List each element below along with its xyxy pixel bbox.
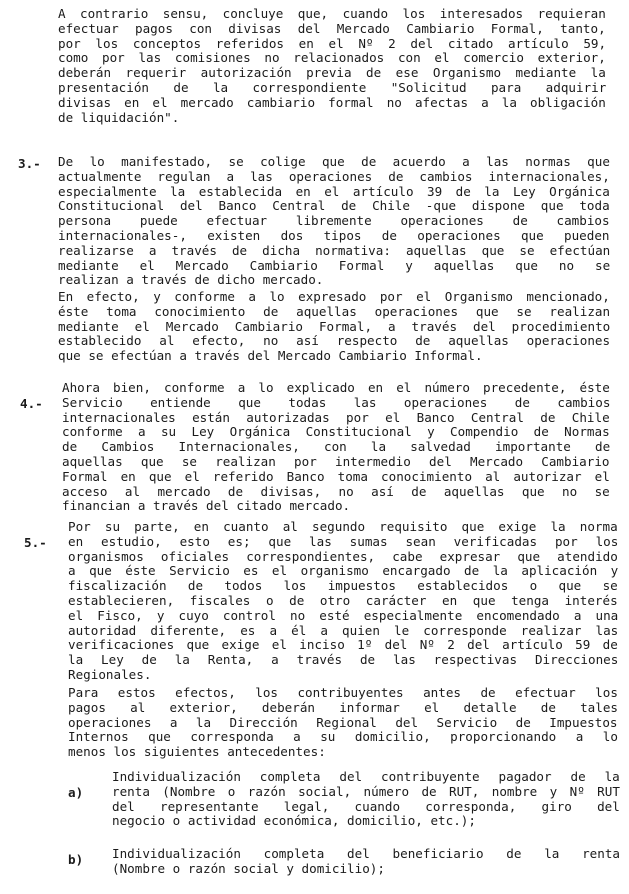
text-line: la Ley de la Renta, a través de las respectivas Direcciones (68, 652, 619, 668)
text-line: establecieren, fiscales o de otro carácter en que tenga interés (68, 592, 618, 608)
section-3-paragraph-1 (58, 155, 610, 288)
text-line: Constitucional del Banco Central de Chile -que dispone que toda (58, 198, 610, 214)
section-5-paragraph-2 (68, 686, 618, 760)
text-line: aquellas que se realizan por intermedio del Mercado Cambiario (62, 453, 610, 469)
section-5-paragraph-1 (68, 520, 618, 683)
text-line: el Fisco, y cuyo control no esté especialmente encomendado a una (68, 607, 619, 623)
text-line: de liquidación". (58, 109, 180, 125)
text-line: realizan a través de dicho mercado. (58, 272, 324, 288)
text-line: financian a través del citado mercado. (62, 498, 351, 514)
text-line: efectuar pagos con divisas del Mercado Cambiario Formal, tanto, (58, 20, 606, 36)
text-line: Para estos efectos, los contribuyentes antes de efectuar los (68, 685, 618, 700)
text-line: Formal en que el referido Banco toma conocimiento al autorizar el (62, 468, 610, 484)
text-line: fiscalización de todos los impuestos establecidos o que se (68, 578, 618, 594)
text-line: Individualización completa del contribuyente pagador de la (112, 769, 620, 784)
text-line: Servicio entiende que todas las operaciones de cambios (62, 394, 611, 410)
list-item-label: a) (68, 785, 84, 800)
text-line: conforme a su Ley Orgánica Constitucional y Compendio de Normas (62, 424, 610, 440)
text-line: actualmente regulan a las operaciones de cambios internacionales, (58, 168, 610, 184)
text-line: Por su parte, en cuanto al segundo requisito que exige la norma (68, 519, 618, 534)
text-line: internacionales-, existen dos tipos de operaciones que pueden (58, 227, 610, 243)
section-number: 3.- (18, 156, 41, 171)
text-line: como por las comisiones no relacionados con el comercio exterior, (58, 50, 606, 66)
text-line: persona puede efectuar libremente operaciones de cambios (58, 213, 610, 229)
text-line: Internos que corresponda a su domicilio, proporcionando a lo (68, 729, 618, 745)
text-line: Regionales. (68, 666, 152, 682)
list-item-label: b) (68, 852, 84, 867)
text-line: del representante legal, cuando corresponda, giro del (112, 798, 620, 814)
text-line: a que éste Servicio es el organismo encargado de la aplicación y (68, 563, 619, 579)
text-line: operaciones a la Dirección Regional del Servicio de Impuestos (68, 714, 618, 730)
text-line: realizarse a través de dicha normativa: aquellas que se efectúan (58, 242, 611, 258)
section-number: 4.- (20, 396, 43, 411)
list-item (112, 847, 620, 877)
text-line: A contrario sensu, concluye que, cuando los interesados requieran (58, 6, 606, 21)
text-line: Ahora bien, conforme a lo explicado en el número precedente, éste (62, 380, 610, 395)
text-line: internacionales están autorizadas por el Banco Central de Chile (62, 409, 610, 425)
section-number: 5.- (24, 535, 47, 550)
text-line: presentación de la correspondiente "Solicitud para adquirir (58, 79, 607, 95)
text-line: renta (Nombre o razón social, número de RUT, nombre y Nº RUT (112, 783, 620, 799)
text-line: deberán requerir autorización previa de ese Organismo mediante la (58, 65, 606, 81)
text-line: en estudio, esto es; que las sumas sean verificadas por los (68, 533, 619, 549)
text-line: divisas en el mercado cambiario formal no afectas a la obligación (58, 94, 606, 110)
text-line: mediante el Mercado Cambiario Formal, a través del procedimiento (58, 318, 611, 334)
text-line: pagos al exterior, deberán informar el detalle de tales (68, 699, 619, 715)
text-line: autoridad diferente, es a él a quien le corresponde realizar las (68, 622, 619, 638)
text-line: que se efectúan a través del Mercado Cambiario Informal. (58, 348, 483, 364)
text-line: En efecto, y conforme a lo expresado por el Organismo mencionado, (58, 289, 610, 304)
text-line: de Cambios Internacionales, con la salvedad importante de (62, 439, 611, 455)
text-line: por los conceptos referidos en el Nº 2 del citado artículo 59, (58, 35, 607, 51)
text-line: organismos oficiales correspondientes, cabe expresar que atendido (68, 548, 618, 564)
text-line: negocio o actividad económica, domicilio, etc.); (112, 813, 476, 829)
intro-paragraph (58, 7, 606, 125)
text-line: (Nombre o razón social y domicilio); (112, 860, 385, 876)
text-line: De lo manifestado, se colige que de acuerdo a las normas que (58, 154, 610, 169)
text-line: verificaciones que exige el inciso 1º del Nº 2 del artículo 59 de (68, 637, 618, 653)
text-line: mediante el Mercado Cambiario Formal y aquellas que no se (58, 257, 611, 273)
text-line: éste toma conocimiento de aquellas operaciones que se realizan (58, 303, 611, 319)
section-4-paragraph (62, 381, 610, 514)
text-line: menos los siguientes antecedentes: (68, 744, 326, 760)
text-line: acceso al mercado de divisas, no así de aquellas que no se (62, 483, 610, 499)
section-3-paragraph-2 (58, 290, 610, 364)
text-line: Individualización completa del beneficiario de la renta (112, 846, 621, 861)
text-line: especialmente la establecida en el artículo 39 de la Ley Orgánica (58, 183, 610, 199)
text-line: establecido al efecto, no así respecto de aquellas operaciones (58, 333, 611, 349)
list-item (112, 770, 620, 829)
